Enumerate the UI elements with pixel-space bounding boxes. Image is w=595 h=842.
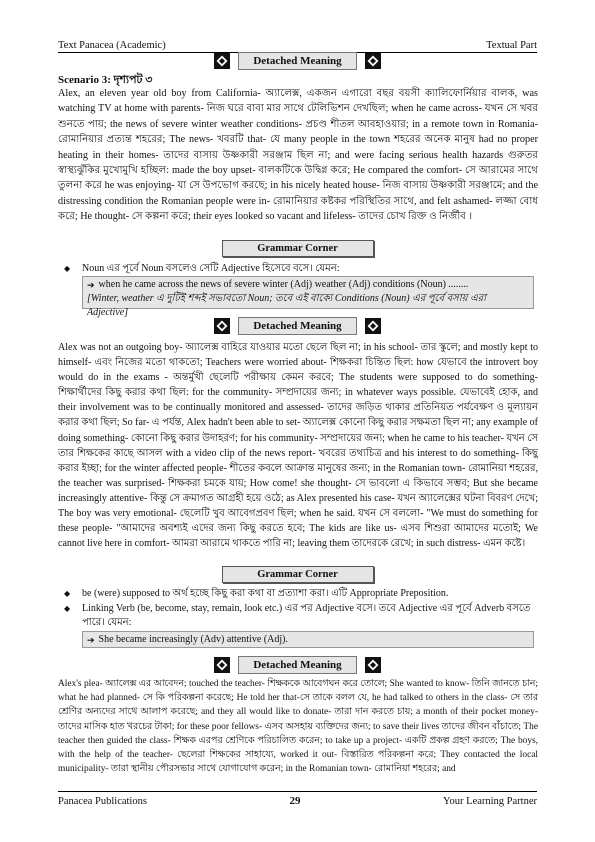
header-section: Textual Part <box>486 40 537 51</box>
diamond-icon <box>214 657 230 673</box>
banner-title: Detached Meaning <box>238 52 356 70</box>
footer-divider <box>58 791 537 792</box>
detached-meaning-banner-1 <box>0 52 595 70</box>
diamond-icon <box>365 53 381 69</box>
paragraph-3: Alex's plea- অ্যালেক্স এর আবেদন; touched the teacher- শিক্ষককে আবেগঘন করে তোলে; She wanted to know- তিনি জানতে চান; what he had planned- সে কি পরিকল্পনা করেছে; He told her that-সে তাকে বলল যে, he had talked to others in the class- সে তার শ্রেণির অন্যদের সাথে আলাপ করেছে; and they all would like to donate- তারা দান করতে চায়; a month of their pocket money- তাদের মাসিক হাত খরচের টাকা; for these poor fellows- এসব অসহায় ব্যক্তিদের জন্য; to save their lives তাদের জীবন বাঁচাতে; The teacher then guided the class- শিক্ষক এরপর শ্রেণিকে পরিচালিত করেন; to take up a project- একটি প্রকল্প গ্রহণ করতে; The boys, with the help of the teacher- ছেলেরা শিক্ষকের সাহায্যে, worked it out- বিস্তারিত পরিকল্পনা করে; They contacted the local municipality- তারা স্থানীয় পৌরসভার সাথে যোগাযোগ করেন; in the Romanian town- রোমানিয়া শহরের; and <box>58 679 538 775</box>
diamond-bullet-icon: ◆ <box>64 604 71 613</box>
diamond-icon <box>214 53 230 69</box>
example-line-1: when he came across the news of severe winter (Adj) weather (Adj) conditions (Noun) ........ <box>98 279 469 290</box>
grammar-corner-title: Grammar Corner <box>222 566 374 583</box>
diamond-bullet-icon: ◆ <box>64 264 71 273</box>
grammar-corner-1 <box>0 240 595 257</box>
page-header <box>58 37 537 51</box>
diamond-icon <box>214 318 230 334</box>
page-footer <box>58 794 537 808</box>
grammar-example-box <box>82 276 534 318</box>
banner-title: Detached Meaning <box>238 317 356 335</box>
example-line-2: [Winter, weather এ দুটিই শব্দই সভাবতো Noun; তবে এই বাক্যে Conditions (Noun) এর পূর্বে বসায় এরা Adjective] <box>87 293 487 318</box>
grammar-example-box <box>82 631 534 648</box>
grammar-corner-2 <box>0 566 595 583</box>
grammar-rule-2 <box>64 602 538 629</box>
banner-title: Detached Meaning <box>238 656 356 674</box>
grammar-rule-text: be (were) supposed to অর্থ হচ্ছে কিছু করা কথা বা প্রত্যাশা করা। এটি Appropriate Preposition. <box>82 588 449 599</box>
diamond-icon <box>365 318 381 334</box>
footer-tagline: Your Learning Partner <box>443 795 537 807</box>
arrow-icon: ➔ <box>87 635 95 645</box>
grammar-rule-text: Noun এর পূর্বে Noun বসলেও সেটি Adjective হিসেবে বসে। যেমন: <box>82 263 340 274</box>
detached-meaning-banner-2 <box>0 317 595 335</box>
grammar-rule-1 <box>64 587 538 601</box>
diamond-icon <box>365 657 381 673</box>
page-number: 29 <box>289 795 301 807</box>
detached-meaning-banner-3 <box>0 656 595 674</box>
grammar-rule <box>64 262 538 276</box>
scenario-heading: Scenario 3: দৃশ্যপট ৩ <box>58 74 153 86</box>
header-book-title: Text Panacea (Academic) <box>58 40 166 51</box>
arrow-icon: ➔ <box>87 280 95 290</box>
grammar-corner-title: Grammar Corner <box>222 240 374 257</box>
example-line: She became increasingly (Adv) attentive (Adj). <box>98 634 288 645</box>
diamond-bullet-icon: ◆ <box>64 589 71 598</box>
grammar-rule-text: Linking Verb (be, become, stay, remain, look etc.) এর পর Adjective বসে। তবে Adjective এর পূর্বে Adverb বসতে পারে। যেমন: <box>82 603 531 628</box>
footer-publisher: Panacea Publications <box>58 795 147 807</box>
paragraph-2: Alex was not an outgoing boy- অ্যালেক্স বাহিরে যাওয়ার মতো ছেলে ছিল না; in his school- তার স্কুলে; and mostly kept to himself- এবং নিজের মতো থাকতো; Teachers were worried about- শিক্ষকরা চিন্তিত ছিল: how যেভাবে the introvert boy would do in the exams - অন্তর্মুখী ছেলেটি পরীক্ষায় কেমন করবে; The students were supposed to do something- শিক্ষার্থীদের কিছু করার কথা ছিল: for the community- সম্প্রদায়ের জন্য; in whatever ways possible. যেভাবেই হোক, and their involvement was to be continually monitored and assessed- তাদের জড়িত থাকার প্রতিনিয়ত পর্যবেক্ষণ ও মূল্যায়ন করার কথা ছিল; So far- এ পর্যন্ত, Alex hadn't been able to set- অ্যালেক্স কোনো কিছু করার সক্ষমতা ছিল না; any example of doing something- কোনো কিছু করার উদাহরণ; for his community- সম্প্রদায়ের জন্য; when he came to his teacher- যখন সে তার শিক্ষকের কাছে আসল with a video clip of the news report- খবরের তথ্যচিত্র and his interest to do something- কিছু করার ইচ্ছা; for the winter affected people- শীতের কবলে আক্রান্ত মানুষের জন্য; in the Romanian town- রোমানিয়া শহরের, the teacher was surprised- শিক্ষকরা চমকে যায়; How come! she thought- সে ভাবলো এ কিভাবে সম্ভব; But she became increasingly attentive- কিন্তু সে ক্রমাগত আগ্রহী হয়ে ওঠে; as Alex presented his case- যখন অ্যালেক্সের ঘটনা বিবরণ দেখে; The boy was very emotional- ছেলেটি খুব আবেগপ্রবণ ছিল; when he said. যখন সে বললো- "We must do something for these people- "আমাদের অবশ্যই এদের জন্য কিছু করতে হবে; The kids are like us- এসব শিশুরা আমাদের মতোই; We cannot live here in comfort- আমরা আরামে থাকতে পারি না; leaving them তাদেরকে রেখে; in such distress- এমন কষ্টে। <box>58 342 538 550</box>
paragraph-1: Alex, an eleven year old boy from California- অ্যালেক্স, একজন এগারো বছর বয়সী ক্যালিফোর্নিয়ার বালক, was watching TV at home with parents- নিজ ঘরে বাবা মার সাথে টেলিভিশন দেখছিল; when he came across- যখন সে খবর শুনতে পায়; the news of severe winter weather conditions- প্রচণ্ড শীতল আবহাওয়ার; in a remote town in Romania- রোমানিয়ার প্রত্যন্ত শহরের; The news- খবরটি that- যে many people in the town শহরের অনেক মানুষ had no proper heating in their homes- তাদের বাসায় উষ্ণকারী সরঞ্জাম ছিল না; and were facing serious health hazards গুরুতর স্বাস্থ্যঝুঁকির মুখোমুখি হচ্ছিল: made the boy upset- বালকটিকে উদ্বিগ্ন করে; He compared the comfort- সে আরামের সাথে তুলনা করে he was enjoying- যা সে উপভোগ করছে; in his nicely heated house- নিজ বাসায় উষ্ণকারী সরঞ্জামে; and the distressing condition the Romanian people were in- রোমানিয়ার কষ্টকর পরিস্থিতির সাথে, and felt ashamed- লজ্জা বোধ করে; He thought- সে কল্পনা করে; their eyes looked so vacant and lifeless- তাদের চোখ রিক্ত ও নির্জীব । <box>58 88 538 223</box>
